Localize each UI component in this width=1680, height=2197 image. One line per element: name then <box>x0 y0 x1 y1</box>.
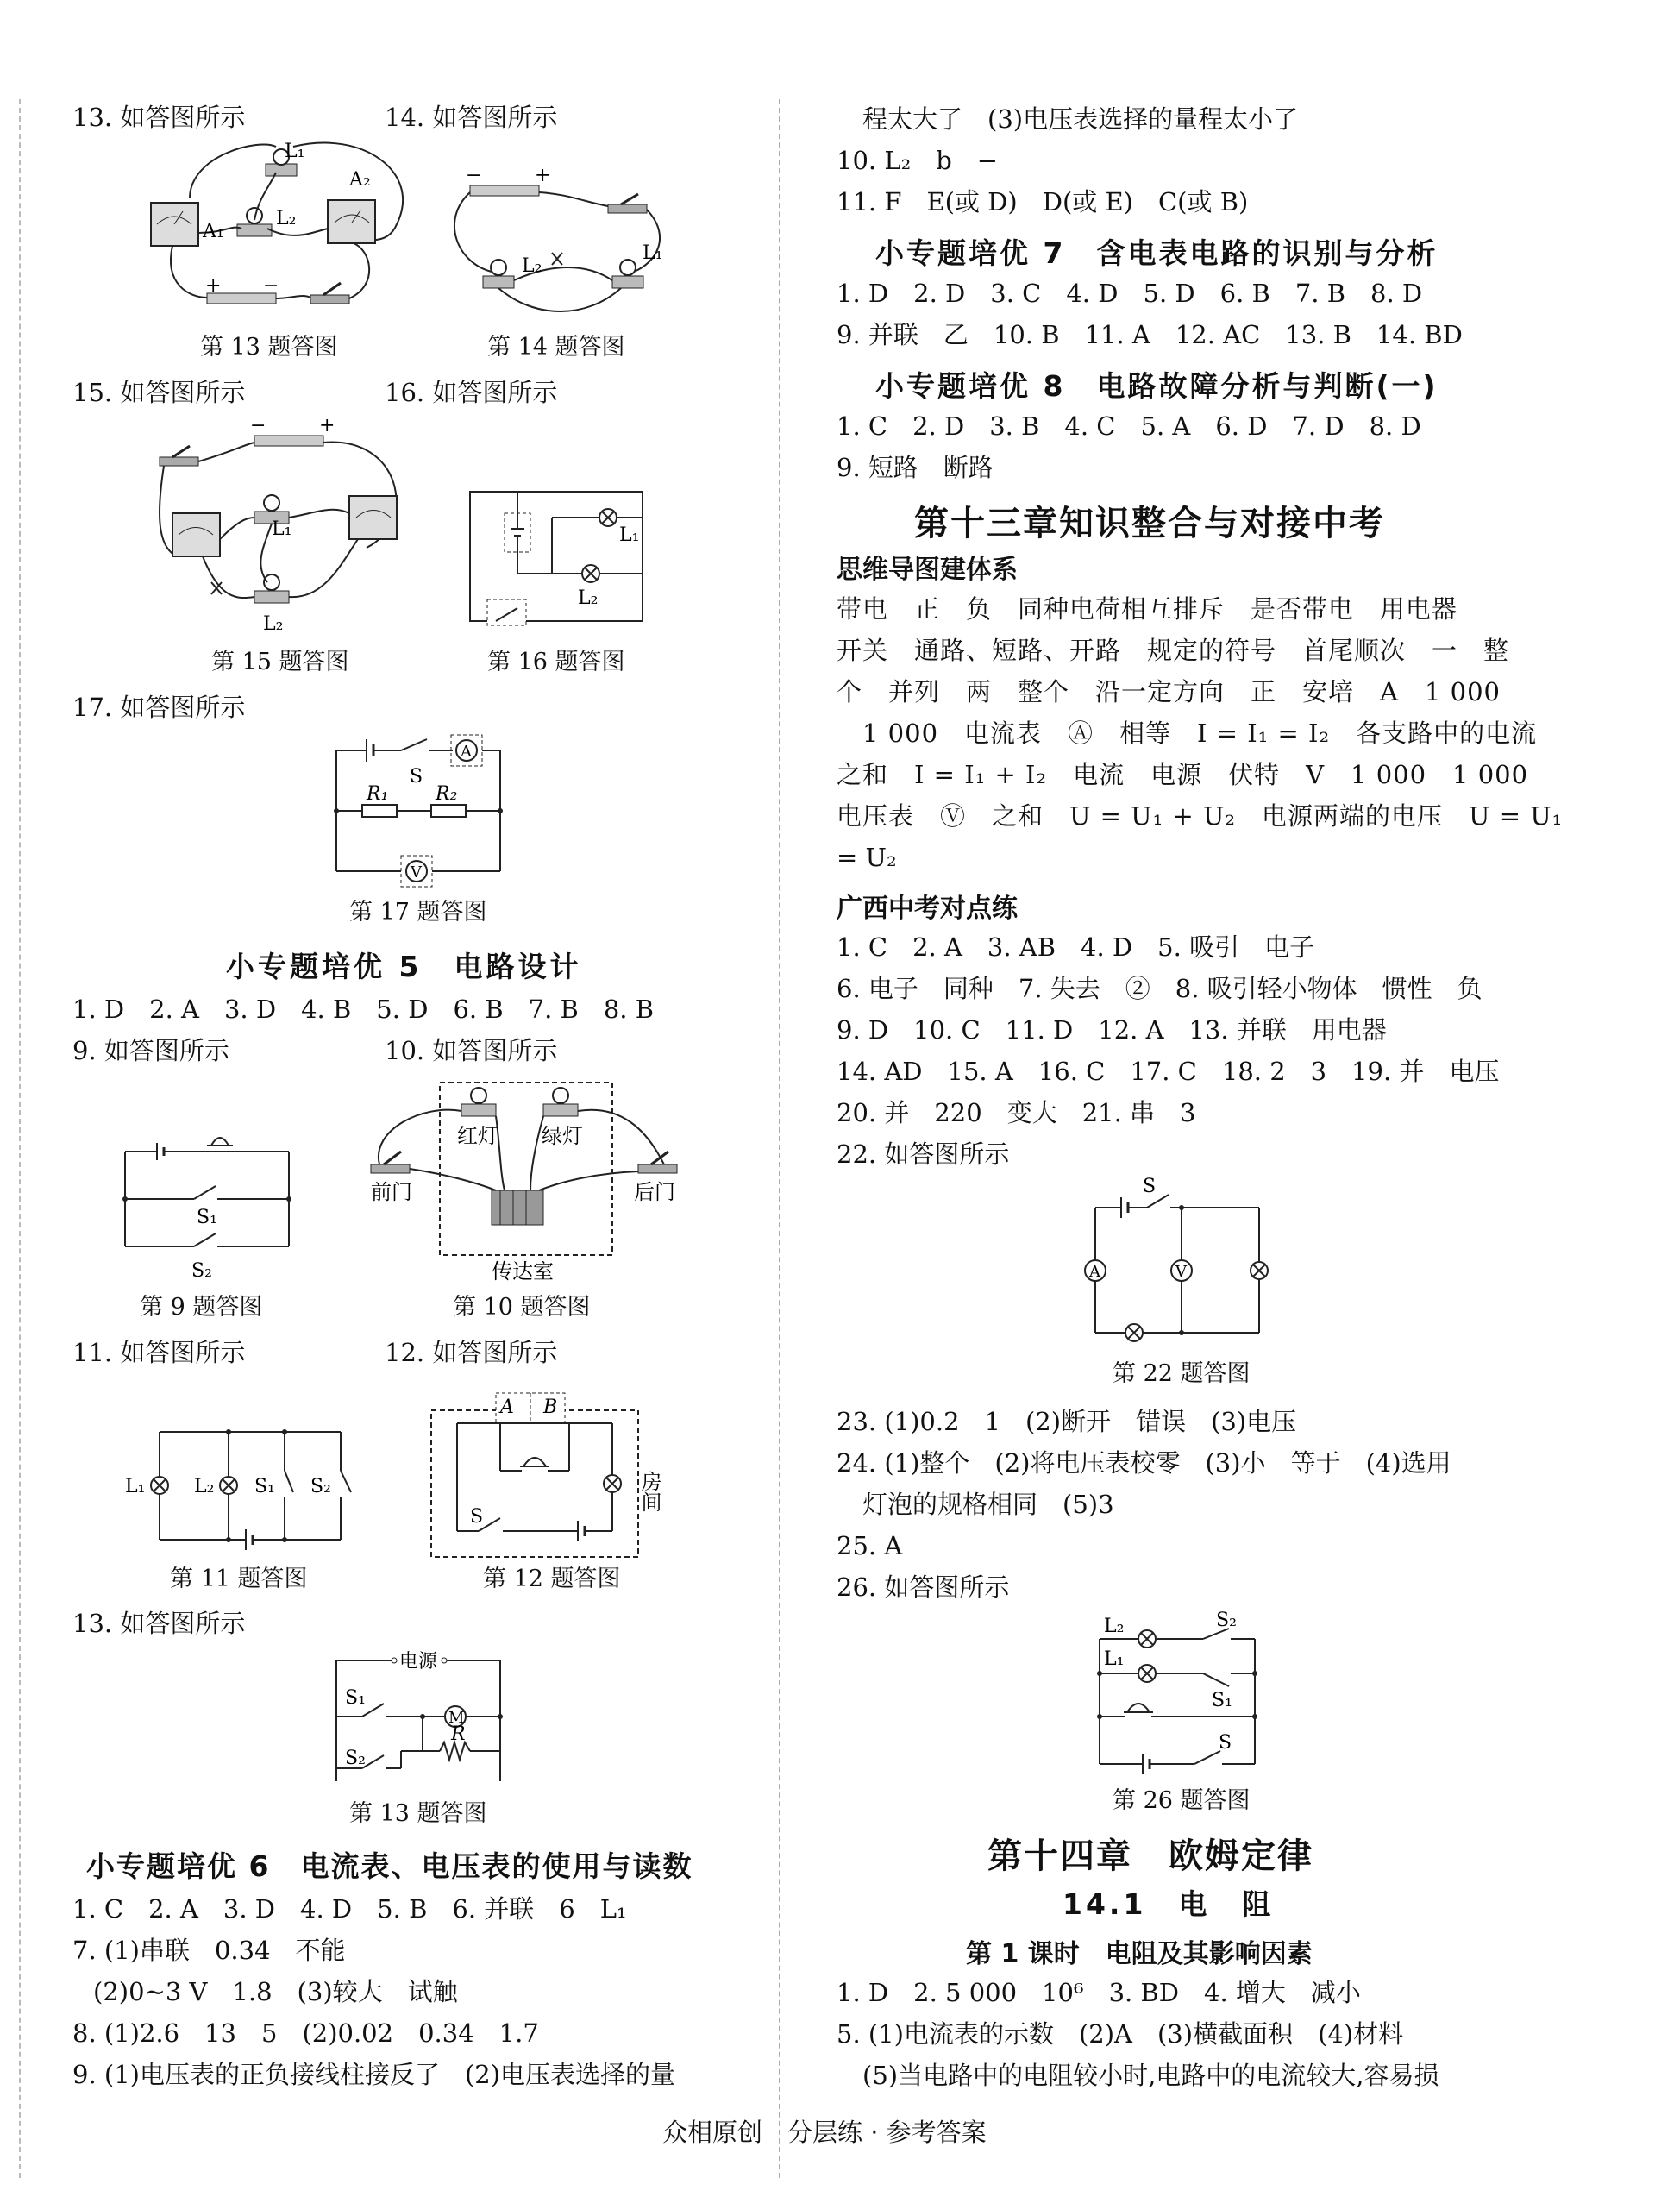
svg-text:后门: 后门 <box>634 1180 675 1204</box>
mind-line-5: 之和 I = I₁ + I₂ 电流 电源 伏特 V 1 000 1 000 <box>837 760 1529 789</box>
caption-16: 第 16 题答图 <box>487 649 625 675</box>
svg-text:S₁: S₁ <box>1212 1690 1232 1711</box>
svg-text:−: − <box>263 275 279 297</box>
lesson-1-title: 第 1 课时 电阻及其影响因素 <box>966 1939 1313 1969</box>
caption-9: 第 9 题答图 <box>140 1294 263 1321</box>
svg-text:L₁: L₁ <box>1104 1648 1125 1670</box>
svg-text:A: A <box>1089 1263 1100 1281</box>
left-q12: 12. 如答图所示 <box>385 1338 558 1367</box>
svg-text:L₁: L₁ <box>285 141 305 162</box>
section-6-line-5: 9. (1)电压表的正负接线柱接反了 (2)电压表选择的量 <box>72 2060 676 2089</box>
mind-line-7: = U₂ <box>837 843 897 872</box>
svg-text:+: + <box>205 275 222 297</box>
section-5-title: 小专题培优 5 电路设计 <box>226 950 582 983</box>
svg-text:V: V <box>411 863 422 882</box>
svg-text:S₂: S₂ <box>191 1260 212 1282</box>
svg-text:房间: 房间 <box>637 1471 661 1512</box>
section-7-title: 小专题培优 7 含电表电路的识别与分析 <box>875 236 1439 270</box>
diagram-q16 <box>466 487 655 625</box>
chapter-13-title: 第十三章知识整合与对接中考 <box>914 504 1385 543</box>
caption-14: 第 14 题答图 <box>487 334 625 361</box>
caption-12: 第 12 题答图 <box>483 1566 621 1592</box>
mind-line-6: 电压表 Ⓥ 之和 U = U₁ + U₂ 电源两端的电压 U = U₁ <box>837 801 1564 831</box>
page-edge-dash <box>19 99 21 2178</box>
svg-text:L₂: L₂ <box>578 587 599 609</box>
svg-text:S₁: S₁ <box>254 1476 275 1497</box>
svg-text:S: S <box>1219 1732 1232 1754</box>
svg-text:S₁: S₁ <box>197 1207 217 1228</box>
mind-map-heading: 思维导图建体系 <box>837 555 1018 585</box>
svg-text:A₂: A₂ <box>349 169 371 191</box>
mind-line-4: 1 000 电流表 Ⓐ 相等 I = I₁ = I₂ 各支路中的电流 <box>862 719 1538 748</box>
chapter-14-title: 第十四章 欧姆定律 <box>987 1836 1313 1876</box>
diagram-q14 <box>448 165 673 319</box>
svg-text:−: − <box>466 165 482 186</box>
svg-text:L₂: L₂ <box>263 613 284 635</box>
section-8-line-1: 1. C 2. D 3. B 4. C 5. A 6. D 7. D 8. D <box>837 411 1421 441</box>
section-6-line-4: 8. (1)2.6 13 5 (2)0.02 0.34 1.7 <box>72 2018 539 2048</box>
guangxi-line-4: 14. AD 15. A 16. C 17. C 18. 2 3 19. 并 电压 <box>837 1057 1500 1086</box>
svg-text:M: M <box>448 1709 465 1727</box>
diagram-q9 <box>121 1121 293 1282</box>
svg-text:S₂: S₂ <box>1216 1610 1237 1631</box>
section-8-title: 小专题培优 8 电路故障分析与判断(一) <box>875 369 1439 403</box>
section-7-line-1: 1. D 2. D 3. C 4. D 5. D 6. B 7. B 8. D <box>837 279 1423 308</box>
svg-text:绿灯: 绿灯 <box>542 1124 583 1148</box>
section-8-line-2: 9. 短路 断路 <box>837 453 994 482</box>
caption-26: 第 26 题答图 <box>1113 1787 1251 1814</box>
mind-line-3: 个 并列 两 整个 沿一定方向 正 安培 A 1 000 <box>837 677 1501 706</box>
guangxi-line-6: 22. 如答图所示 <box>837 1139 1010 1169</box>
svg-text:A: A <box>461 743 472 761</box>
svg-text:L₂: L₂ <box>194 1476 215 1497</box>
svg-text:A: A <box>500 1397 514 1418</box>
svg-text:R₁: R₁ <box>367 783 389 805</box>
svg-text:+: + <box>319 415 335 436</box>
svg-text:V: V <box>1175 1263 1187 1281</box>
guangxi-line-3: 9. D 10. C 11. D 12. A 13. 并联 用电器 <box>837 1015 1387 1045</box>
caption-10: 第 10 题答图 <box>453 1294 591 1321</box>
left-q15: 15. 如答图所示 <box>72 378 246 407</box>
section-7-line-2: 9. 并联 乙 10. B 11. A 12. AC 13. B 14. BD <box>837 320 1463 349</box>
guangxi-line-7: 23. (1)0.2 1 (2)断开 错误 (3)电压 <box>837 1407 1297 1436</box>
footer-text: 众相原创 分层练 · 参考答案 <box>662 2118 987 2147</box>
section-6-line-1: 1. C 2. A 3. D 4. D 5. B 6. 并联 6 L₁ <box>72 1894 627 1924</box>
section-6-line-3: (2)0~3 V 1.8 (3)较大 试触 <box>93 1977 458 2006</box>
diagram-q22 <box>1089 1176 1281 1333</box>
svg-text:前门: 前门 <box>371 1180 412 1204</box>
svg-text:+: + <box>535 165 551 186</box>
diagram-q12 <box>427 1380 694 1566</box>
diagram-q13b <box>332 1643 505 1786</box>
right-line-2: 10. L₂ b − <box>837 146 999 175</box>
svg-text:L₂: L₂ <box>522 255 542 277</box>
section-6-line-2: 7. (1)串联 0.34 不能 <box>72 1936 346 1965</box>
guangxi-line-2: 6. 电子 同种 7. 失去 ② 8. 吸引轻小物体 惯性 负 <box>837 974 1483 1003</box>
svg-text:L₁: L₁ <box>643 242 663 264</box>
section-5-answers: 1. D 2. A 3. D 4. B 5. D 6. B 7. B 8. B <box>72 995 655 1024</box>
caption-13b: 第 13 题答图 <box>349 1800 487 1827</box>
left-q11: 11. 如答图所示 <box>72 1338 246 1367</box>
svg-text:L₁: L₁ <box>125 1476 146 1497</box>
svg-text:R: R <box>451 1723 466 1745</box>
left-q17: 17. 如答图所示 <box>72 693 246 722</box>
svg-text:L₂: L₂ <box>276 208 297 229</box>
mind-line-2: 开关 通路、短路、开路 规定的符号 首尾顺次 一 整 <box>837 636 1510 665</box>
guangxi-line-11: 26. 如答图所示 <box>837 1572 1010 1602</box>
guangxi-line-9: 灯泡的规格相同 (5)3 <box>862 1490 1114 1519</box>
mind-line-1: 带电 正 负 同种电荷相互排斥 是否带电 用电器 <box>837 594 1458 624</box>
caption-17: 第 17 题答图 <box>349 899 487 926</box>
guangxi-line-5: 20. 并 220 变大 21. 串 3 <box>837 1098 1196 1127</box>
guangxi-line-10: 25. A <box>837 1531 903 1560</box>
caption-22: 第 22 题答图 <box>1113 1360 1251 1387</box>
lesson-1-line-2: 5. (1)电流表的示数 (2)A (3)横截面积 (4)材料 <box>837 2019 1404 2049</box>
guangxi-heading: 广西中考对点练 <box>837 894 1018 924</box>
svg-text:S₂: S₂ <box>310 1476 331 1497</box>
left-q14: 14. 如答图所示 <box>385 103 558 132</box>
svg-text:R₂: R₂ <box>436 783 458 805</box>
left-q10: 10. 如答图所示 <box>385 1036 558 1065</box>
section-14-1-title: 14.1 电 阻 <box>1063 1887 1275 1921</box>
right-line-3: 11. F E(或 D) D(或 E) C(或 B) <box>837 187 1249 217</box>
left-q13b: 13. 如答图所示 <box>72 1609 246 1638</box>
diagram-q11 <box>125 1428 358 1548</box>
left-q9: 9. 如答图所示 <box>72 1036 229 1065</box>
svg-text:−: − <box>250 415 266 436</box>
svg-text:红灯: 红灯 <box>457 1124 498 1148</box>
diagram-q13 <box>138 138 423 323</box>
svg-text:S₁: S₁ <box>345 1687 366 1709</box>
guangxi-line-8: 24. (1)整个 (2)将电压表校零 (3)小 等于 (4)选用 <box>837 1448 1451 1478</box>
svg-text:L₂: L₂ <box>1104 1616 1125 1637</box>
svg-text:A₁: A₁ <box>203 221 224 242</box>
caption-13: 第 13 题答图 <box>200 334 338 361</box>
right-line-1: 程太大了 (3)电压表选择的量程太小了 <box>862 104 1299 134</box>
svg-text:S₂: S₂ <box>345 1748 366 1769</box>
diagram-q17 <box>332 729 505 880</box>
column-divider <box>779 99 780 2178</box>
diagram-q15 <box>151 415 410 635</box>
svg-text:S: S <box>470 1506 484 1528</box>
guangxi-line-1: 1. C 2. A 3. AB 4. D 5. 吸引 电子 <box>837 932 1315 962</box>
svg-text:S: S <box>1143 1176 1157 1197</box>
left-q16: 16. 如答图所示 <box>385 378 558 407</box>
svg-text:L₁: L₁ <box>272 518 292 540</box>
diagram-q26 <box>1091 1610 1263 1768</box>
caption-11: 第 11 题答图 <box>170 1566 308 1592</box>
diagram-q10 <box>354 1078 699 1284</box>
svg-text:B: B <box>543 1397 558 1418</box>
lesson-1-line-3: (5)当电路中的电阻较小时,电路中的电流较大,容易损 <box>862 2061 1439 2090</box>
svg-text:S: S <box>410 766 423 788</box>
svg-text:电源: 电源 <box>399 1651 438 1673</box>
svg-text:传达室: 传达室 <box>492 1259 554 1284</box>
section-6-title: 小专题培优 6 电流表、电压表的使用与读数 <box>86 1849 693 1883</box>
caption-15: 第 15 题答图 <box>211 649 349 675</box>
left-q13: 13. 如答图所示 <box>72 103 246 132</box>
svg-text:L₁: L₁ <box>619 524 640 546</box>
lesson-1-line-1: 1. D 2. 5 000 10⁶ 3. BD 4. 增大 减小 <box>837 1978 1361 2007</box>
